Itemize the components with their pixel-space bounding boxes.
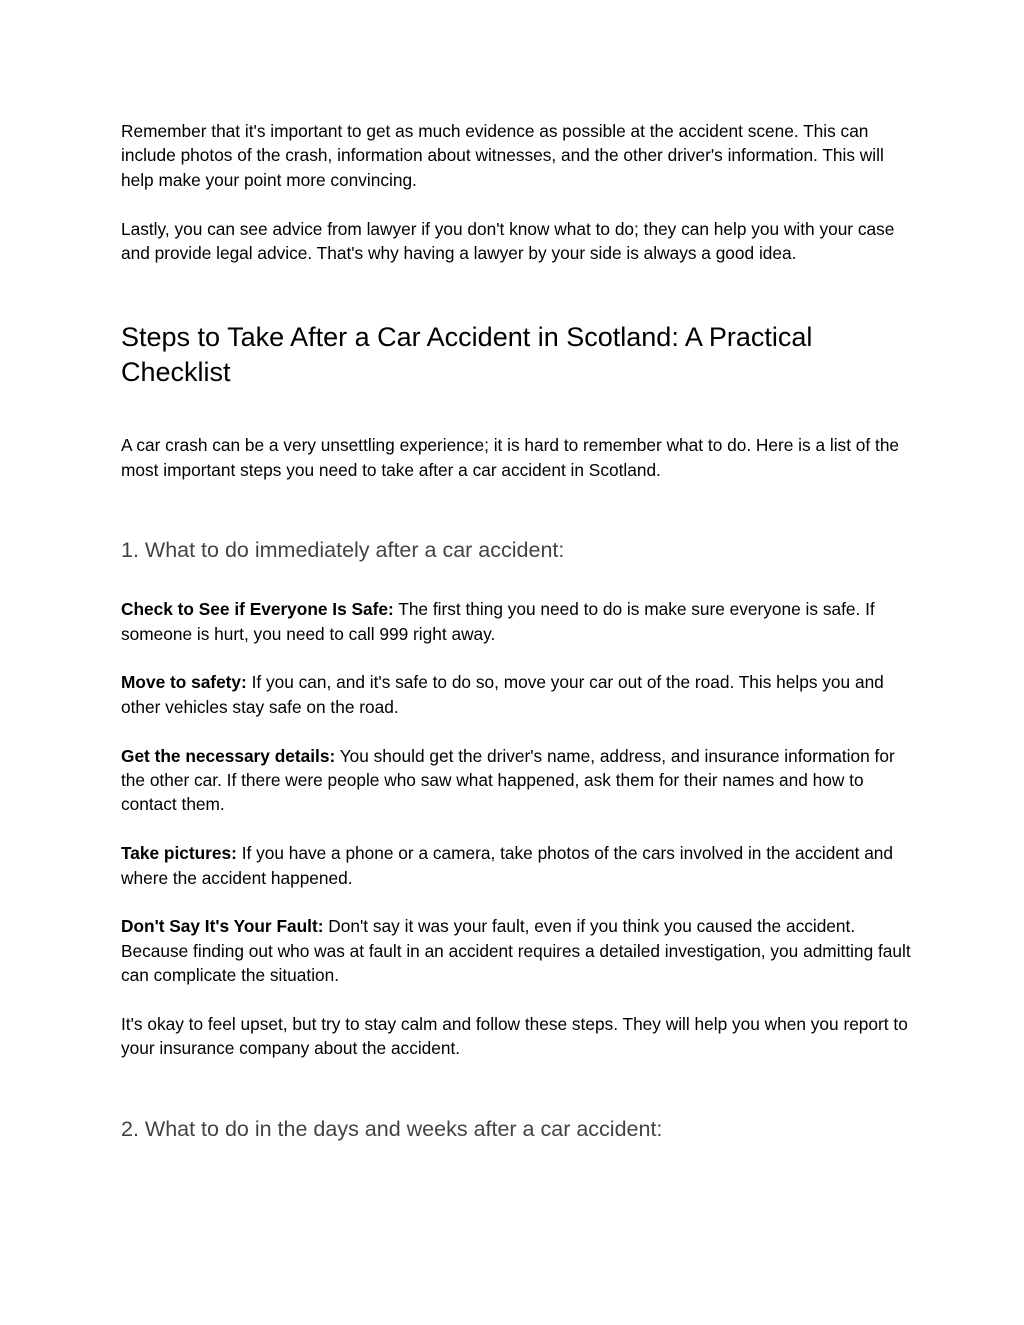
checklist-item-label: Take pictures: (121, 843, 237, 864)
checklist-item-text: If you can, and it's safe to do so, move your car out of the road. This helps you and other vehicles stay safe on the road. (121, 672, 884, 717)
checklist-item-label: Move to safety: (121, 672, 247, 693)
section-heading-days-weeks: 2. What to do in the days and weeks after a car accident: (121, 1116, 663, 1141)
checklist-item-text: Don't say it was your fault, even if you think you caused the accident. Because finding out who was at fault in an accident requires a detailed investigation, you admitting fault can complicate the situation. (121, 916, 911, 986)
checklist-item-label: Check to See if Everyone Is Safe: (121, 599, 394, 620)
intro-paragraph-lawyer: Lastly, you can see advice from lawyer if you don't know what to do; they can help you with your case and provide legal advice. That's why having a lawyer by your side is always a good idea. (121, 218, 895, 264)
checklist-item-fault (121, 914, 911, 987)
intro-paragraph-evidence: Remember that it's important to get as much evidence as possible at the accident scene. This can include photos of the crash, information about witnesses, and the other driver's information. This will help make your point more convincing. (121, 121, 884, 190)
checklist-item-label: Don't Say It's Your Fault: (121, 916, 324, 937)
checklist-item-text: The first thing you need to do is make sure everyone is safe. If someone is hurt, you need to call 999 right away. (121, 599, 875, 644)
page-title: Steps to Take After a Car Accident in Scotland: A Practical Checklist (121, 322, 813, 388)
checklist-item-text: You should get the driver's name, address, and insurance information for the other car. If there were people who saw what happened, ask them for their names and how to contact them. (121, 745, 895, 815)
document-page (121, 119, 911, 1144)
checklist-item-label: Get the necessary details: (121, 745, 336, 766)
checklist-item-pictures (121, 841, 911, 890)
section-heading-immediate: 1. What to do immediately after a car accident: (121, 538, 565, 563)
checklist-item-text: If you have a phone or a camera, take photos of the cars involved in the accident and where the accident happened. (121, 843, 894, 888)
lead-paragraph: A car crash can be a very unsettling experience; it is hard to remember what to do. Here is a list of the most important steps you need to take after a car accident in Scotland. (121, 435, 900, 480)
checklist-item-safety-check (121, 597, 911, 646)
section-closing-paragraph: It's okay to feel upset, but try to stay calm and follow these steps. They will help you when you report to your insurance company about the accident. (121, 1014, 908, 1059)
checklist-item-move-to-safety (121, 670, 911, 719)
checklist-item-details (121, 744, 911, 817)
